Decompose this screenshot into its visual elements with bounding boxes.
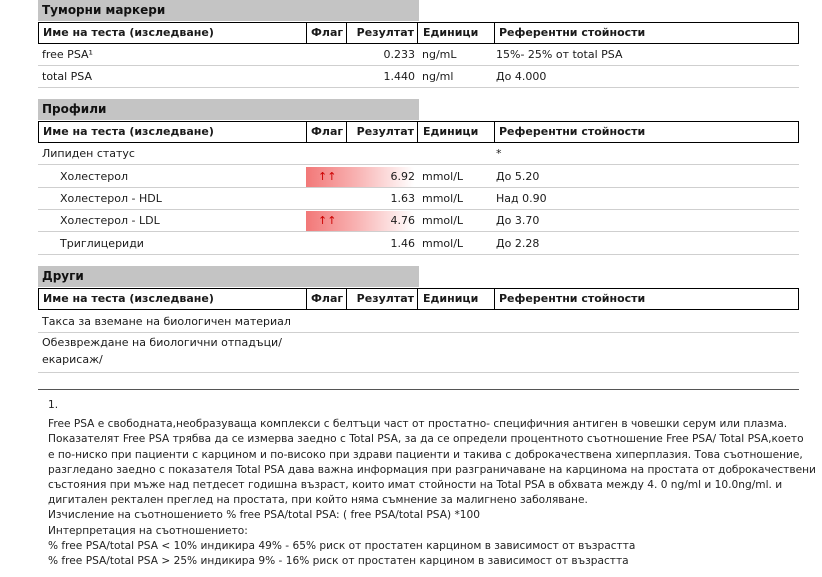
header-result: Резултат <box>356 26 414 39</box>
section-title-other: Други <box>38 266 419 287</box>
table-row <box>38 188 799 210</box>
header-name: Име на теста (изследване) <box>43 26 214 39</box>
footnote-line: Изчисление на съотношението % free PSA/total PSA: ( free PSA/total PSA) *100 <box>48 509 480 522</box>
header-flag: Флаг <box>311 26 344 39</box>
header-ref: Референтни стойности <box>499 292 646 305</box>
header-name: Име на теста (изследване) <box>43 125 214 138</box>
footnote-line: дигитален ректален преглед на простата, при който няма съмнение за малигнено заболяване. <box>48 494 588 507</box>
table-header <box>38 121 799 143</box>
test-unit: mmol/L <box>422 170 464 183</box>
test-name: Такса за вземане на биологичен материал <box>42 315 291 328</box>
test-result: 4.76 <box>390 214 415 227</box>
footnote-line: разгледано заедно с показателя Total PSA дава важна информация при разграничаване на карцинома на простата от доброкачествени <box>48 463 816 476</box>
test-name: Холестерол - LDL <box>60 214 160 227</box>
table-row <box>38 333 799 373</box>
table-row <box>38 66 799 88</box>
table-row <box>38 166 799 188</box>
table-row <box>38 311 799 333</box>
header-flag: Флаг <box>311 292 344 305</box>
test-ref: Над 0.90 <box>496 192 547 205</box>
footnote-line: Free PSA е свободната,необразуваща комплекси с белтъци част от простатно- специфичния антиген в човешки серум или плазма. <box>48 418 788 431</box>
section-title-profiles: Профили <box>38 99 419 120</box>
header-ref: Референтни стойности <box>499 125 646 138</box>
test-unit: mmol/L <box>422 214 464 227</box>
test-name: free PSA¹ <box>42 48 93 61</box>
table-row-group <box>38 143 799 165</box>
footnote-line: % free PSA/total PSA < 10% индикира 49% - 65% риск от простатен карцином в зависимост от възрастта <box>48 539 636 552</box>
footnote-line: Интерпретация на съотношението: <box>48 524 248 537</box>
test-name: Триглицериди <box>60 237 144 250</box>
test-unit: ng/mL <box>422 48 457 61</box>
footnote-line: % free PSA/total PSA > 25% индикира 9% - 16% риск от простатен карцином в зависимост от възрастта <box>48 555 629 568</box>
test-ref: 15%- 25% от total PSA <box>496 48 623 61</box>
test-unit: mmol/L <box>422 237 464 250</box>
section-title-tumor-markers: Туморни маркери <box>38 0 419 21</box>
footnote-line: състояния при мъже над петдесет годишна възраст, които имат стойности на Total PSA в обхвата между 4. 0 ng/ml и 10.0ng/ml. и <box>48 479 783 492</box>
test-ref: До 5.20 <box>496 170 540 183</box>
test-name-line2: екарисаж/ <box>42 353 103 366</box>
test-result: 1.46 <box>390 237 415 250</box>
table-header <box>38 288 799 310</box>
test-name-line1: Обезвреждане на биологични отпадъци/ <box>42 336 282 349</box>
flag-high-arrows-icon: ↑↑ <box>318 170 337 183</box>
group-ref: * <box>496 147 502 160</box>
test-result: 0.233 <box>383 48 415 61</box>
test-name: Холестерол - HDL <box>60 192 162 205</box>
table-row <box>38 233 799 255</box>
header-units: Единици <box>423 26 479 39</box>
test-ref: До 4.000 <box>496 70 547 83</box>
test-ref: До 3.70 <box>496 214 540 227</box>
header-flag: Флаг <box>311 125 344 138</box>
footnote-marker: 1. <box>48 399 59 411</box>
test-ref: До 2.28 <box>496 237 540 250</box>
test-name: total PSA <box>42 70 92 83</box>
table-row <box>38 44 799 66</box>
header-units: Единици <box>423 125 479 138</box>
test-name: Холестерол <box>60 170 129 183</box>
group-name: Липиден статус <box>42 147 135 160</box>
header-ref: Референтни стойности <box>499 26 646 39</box>
footnote-line: Показателят Free PSA трябва да се измерва заедно с Total PSA, за да се определи процентното съотношение Free PSA/ Total PSA,което <box>48 433 804 446</box>
header-units: Единици <box>423 292 479 305</box>
header-result: Резултат <box>356 292 414 305</box>
table-row <box>38 210 799 232</box>
flag-high-arrows-icon: ↑↑ <box>318 214 337 227</box>
table-header <box>38 22 799 44</box>
test-result: 1.63 <box>390 192 415 205</box>
footnotes <box>48 398 818 569</box>
test-result: 6.92 <box>390 170 415 183</box>
divider <box>38 389 799 390</box>
test-unit: mmol/L <box>422 192 464 205</box>
header-name: Име на теста (изследване) <box>43 292 214 305</box>
header-result: Резултат <box>356 125 414 138</box>
test-result: 1.440 <box>383 70 415 83</box>
footnote-line: е по-ниско при пациенти с карцином и по-високо при здрави пациенти и такива с доброкачествена хиперплазия. Това съотношение, <box>48 448 803 461</box>
test-unit: ng/ml <box>422 70 454 83</box>
